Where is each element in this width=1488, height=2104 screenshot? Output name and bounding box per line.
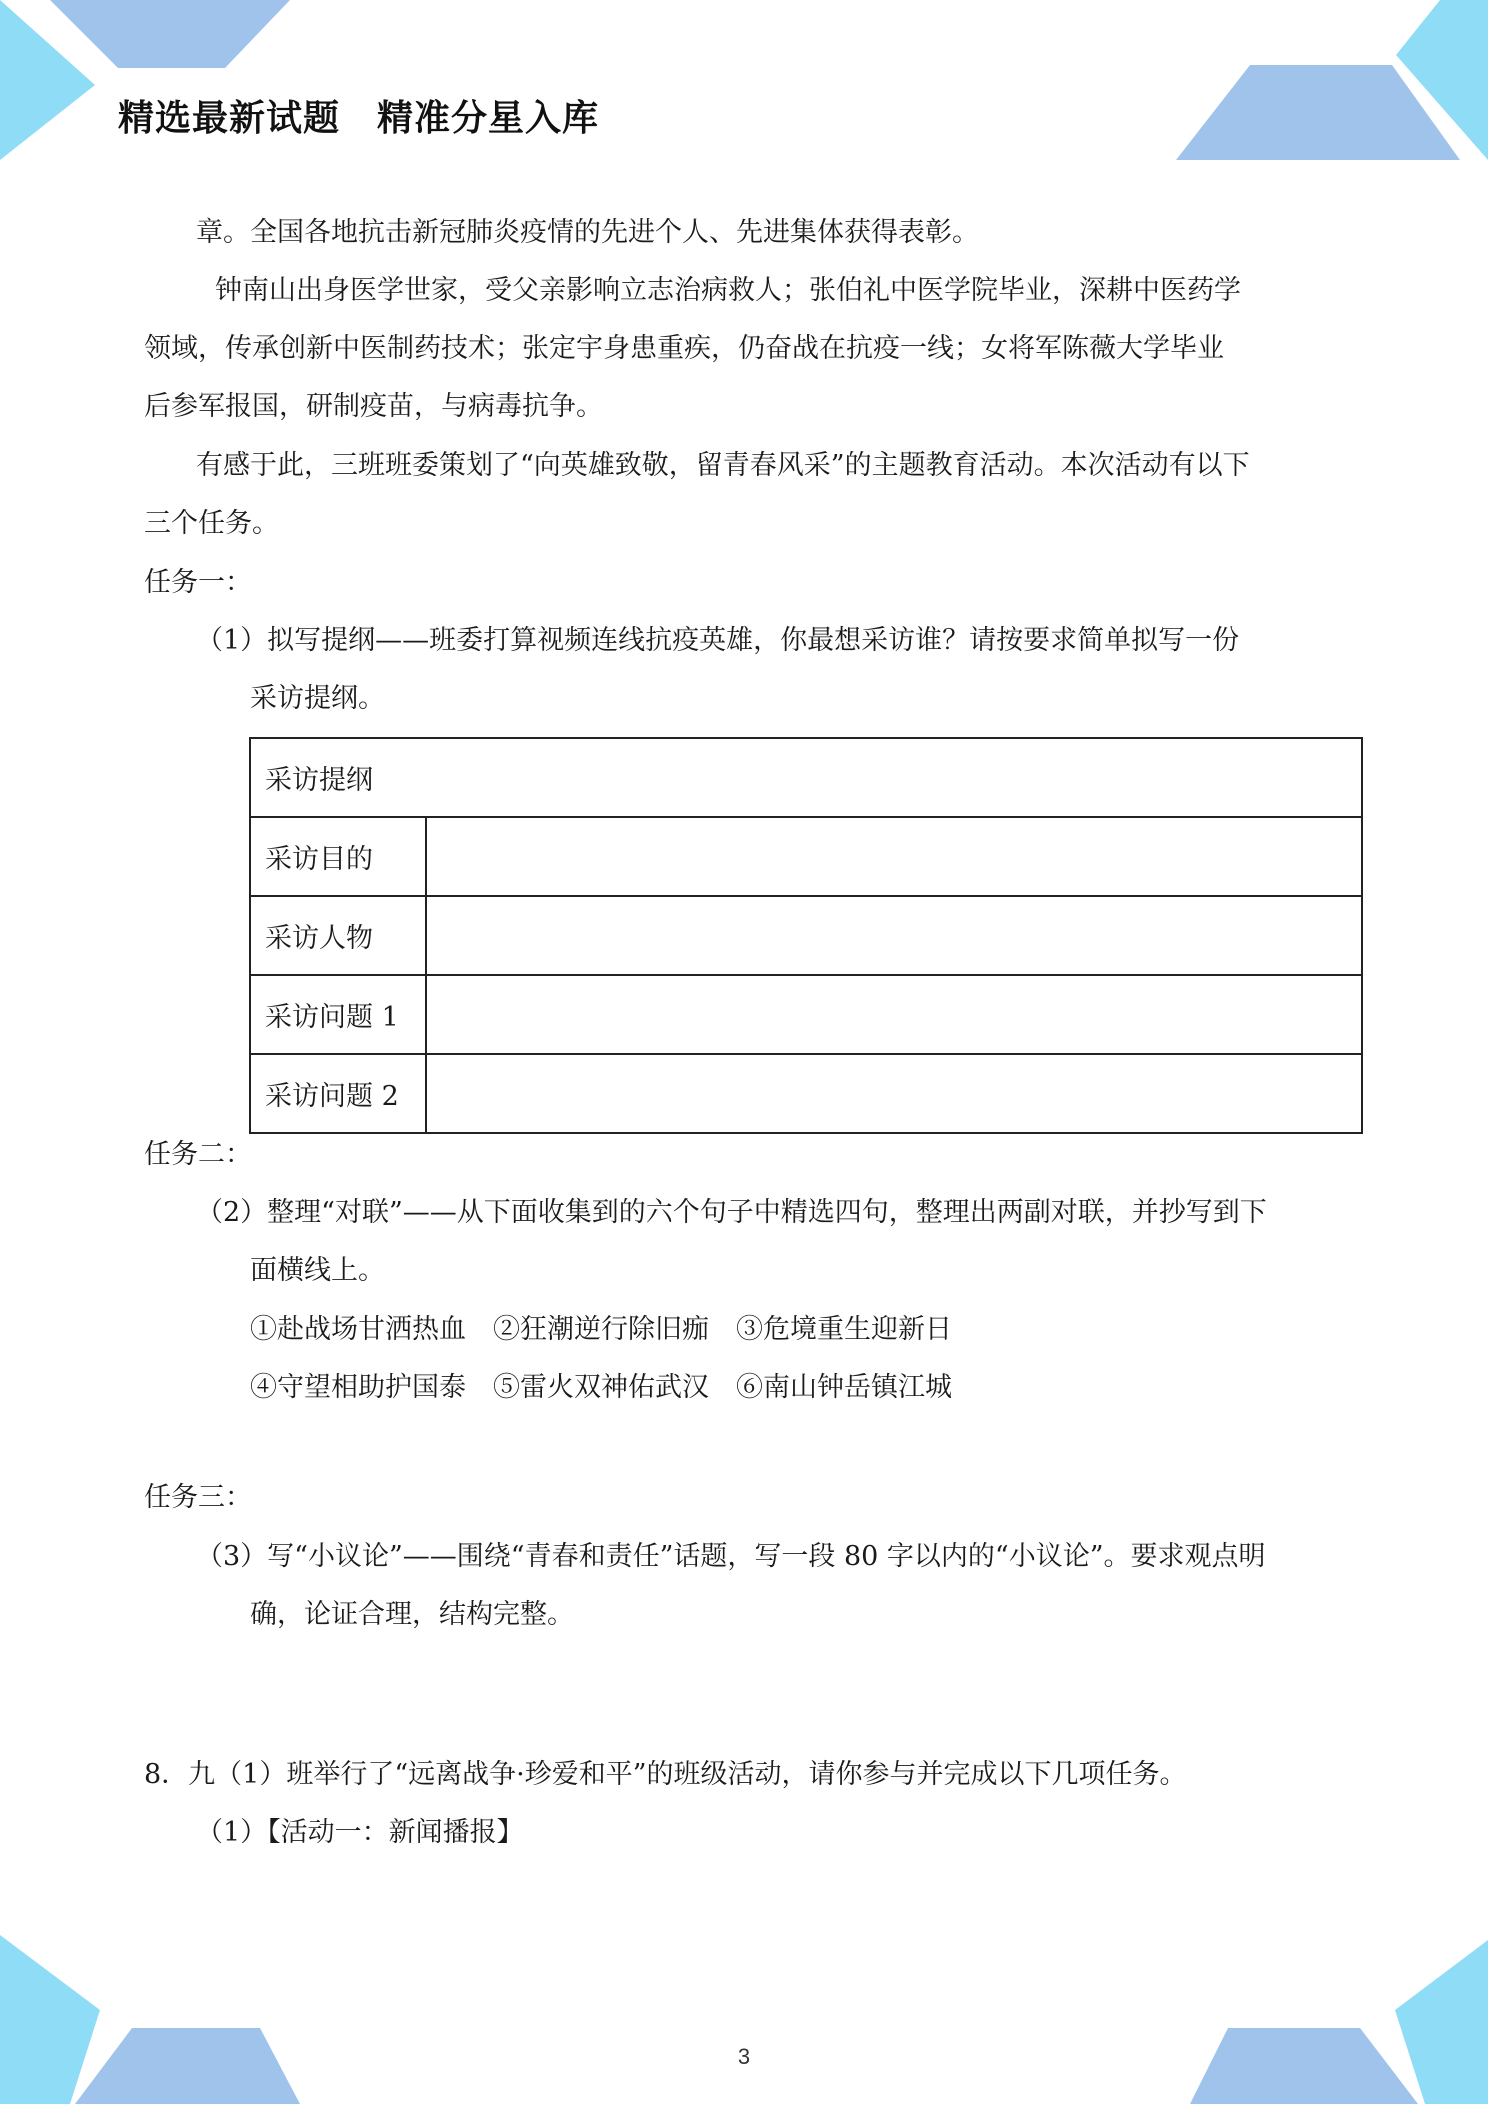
- page-number: 3: [737, 2044, 751, 2069]
- answer-cell-question-1[interactable]: [426, 975, 1362, 1054]
- table-row: [250, 817, 1362, 896]
- answer-cell-purpose[interactable]: [426, 817, 1362, 896]
- table-row: [250, 1054, 1362, 1133]
- task1-heading: 任务一：: [144, 567, 252, 598]
- answer-cell-question-2[interactable]: [426, 1054, 1362, 1133]
- deco-top-right-trapezoid: [1176, 65, 1460, 160]
- couplet-options-line-1: ①赴战场甘洒热血 ②狂潮逆行除旧痂 ③危境重生迎新日: [250, 1314, 952, 1345]
- task2-question-line-1: （2）整理“对联”——从下面收集到的六个句子中精选四句，整理出两副对联，并抄写到下: [196, 1197, 1267, 1228]
- deco-top-left-triangle: [0, 0, 95, 160]
- table-row-label: 采访人物: [250, 896, 426, 975]
- body-paragraph-1-line-2: 领域，传承创新中医制药技术；张定宇身患重疾，仍奋战在抗疫一线；女将军陈薇大学毕业: [144, 333, 1224, 364]
- deco-bottom-left-triangle: [0, 1935, 100, 2104]
- task3-question-line-1: （3）写“小议论”——围绕“青春和责任”话题，写一段 80 字以内的“小议论”。要求观点明: [196, 1541, 1266, 1572]
- table-row-label: 采访问题 2: [250, 1054, 426, 1133]
- table-row: [250, 975, 1362, 1054]
- table-row: [250, 896, 1362, 975]
- table-row: [250, 738, 1362, 817]
- deco-top-left-band: [50, 0, 290, 68]
- question-8-sub-1: （1）【活动一：新闻播报】: [196, 1817, 524, 1848]
- task3-heading: 任务三：: [144, 1482, 252, 1513]
- deco-bottom-right-triangle: [1395, 1940, 1488, 2104]
- table-title-cell: 采访提纲: [250, 738, 1362, 817]
- body-paragraph-1-line-1: 钟南山出身医学世家，受父亲影响立志治病救人；张伯礼中医学院毕业，深耕中医药学: [215, 275, 1241, 306]
- task2-question-line-2: 面横线上。: [250, 1255, 385, 1286]
- table-row-label: 采访问题 1: [250, 975, 426, 1054]
- body-paragraph-0: 章。全国各地抗击新冠肺炎疫情的先进个人、先进集体获得表彰。: [196, 217, 979, 248]
- interview-outline-table: [249, 737, 1363, 1134]
- body-paragraph-1-line-3: 后参军报国，研制疫苗，与病毒抗争。: [144, 391, 603, 422]
- task1-question-line-2: 采访提纲。: [250, 683, 385, 714]
- task2-heading: 任务二：: [144, 1139, 252, 1170]
- body-paragraph-2-line-1: 有感于此，三班班委策划了“向英雄致敬，留青春风采”的主题教育活动。本次活动有以下: [196, 450, 1250, 481]
- task3-question-line-2: 确，论证合理，结构完整。: [250, 1599, 574, 1630]
- question-8-stem: 8．九（1）班举行了“远离战争·珍爱和平”的班级活动，请你参与并完成以下几项任务。: [144, 1759, 1187, 1790]
- body-paragraph-2-line-2: 三个任务。: [144, 508, 279, 539]
- answer-cell-person[interactable]: [426, 896, 1362, 975]
- couplet-options-line-2: ④守望相助护国泰 ⑤雷火双神佑武汉 ⑥南山钟岳镇江城: [250, 1372, 952, 1403]
- table-row-label: 采访目的: [250, 817, 426, 896]
- header-title: 精选最新试题 精准分星入库: [118, 98, 600, 139]
- task1-question-line-1: （1）拟写提纲——班委打算视频连线抗疫英雄，你最想采访谁？请按要求简单拟写一份: [196, 625, 1240, 656]
- deco-top-right-triangle: [1396, 0, 1488, 160]
